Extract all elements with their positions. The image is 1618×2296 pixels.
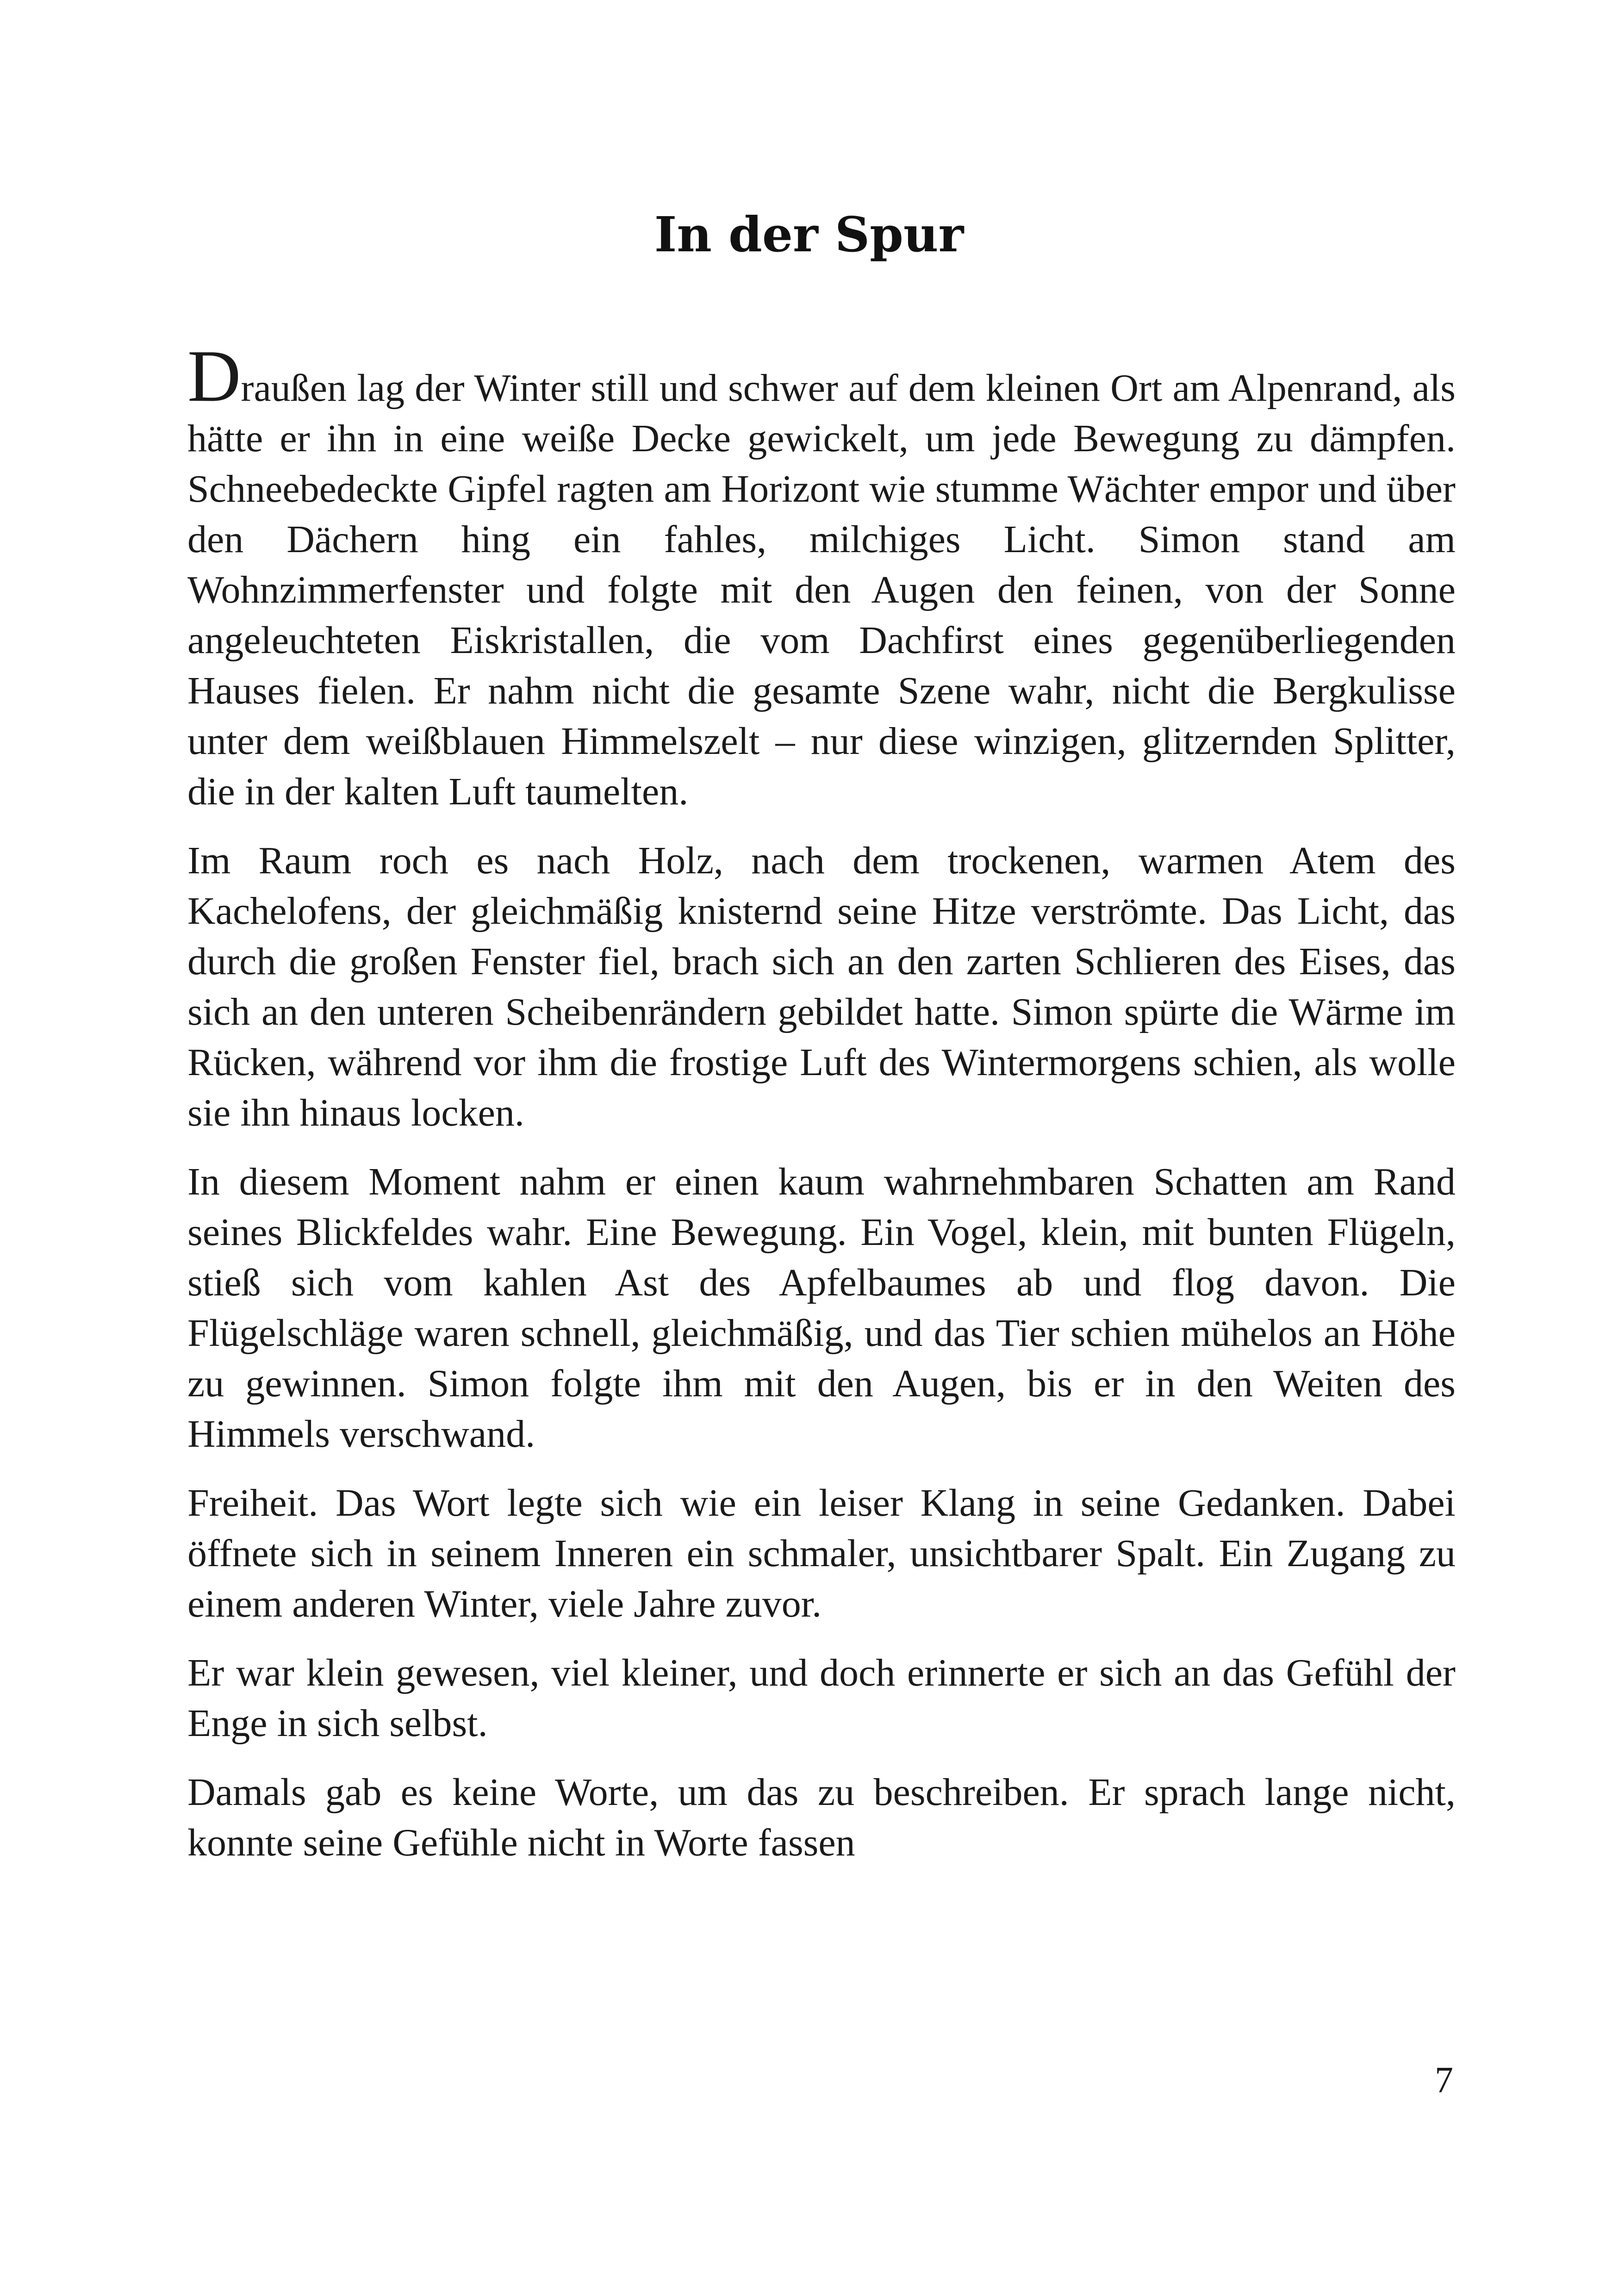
paragraph-text: raußen lag der Winter still und schwer auf dem kleinen Ort am Alpenrand, als hätte er ihn in eine weiße Decke gewickelt, um jede Bewegung zu dämpfen. Schneebedeckte Gipfel ragten am Horizont wie stumme Wächter empor und über den Dächern hing ein fahles, milchiges Licht. Simon stand am Wohnzimmerfenster und folgte mit den Augen den feinen, von der Sonne angeleuchteten Eiskristallen, die vom Dachfirst eines gegenüberliegenden Hauses fielen. Er nahm nicht die gesamte Szene wahr, nicht die Bergkulisse unter dem weißblauen Himmelszelt – nur diese winzigen, glitzernden Splitter, die in der kalten Luft taumelten.: [187, 367, 1456, 813]
paragraph: Er war klein gewesen, viel kleiner, und doch erinnerte er sich an das Gefühl der Enge in sich selbst.: [187, 1651, 1456, 1745]
paragraph: In diesem Moment nahm er einen kaum wahrnehmbaren Schatten am Rand seines Blickfeldes wahr. Eine Bewegung. Ein Vogel, klein, mit bunten Flügeln, stieß sich vom kahlen Ast des Apfelbaumes ab und flog davon. Die Flügelschläge waren schnell, gleichmäßig, und das Tier schien mühelos an Höhe zu gewinnen. Simon folgte ihm mit den Augen, bis er in den Weiten des Himmels verschwand.: [187, 1160, 1456, 1456]
page-number: 7: [1435, 2060, 1453, 2101]
drop-cap: D: [187, 335, 241, 417]
paragraph: Freiheit. Das Wort legte sich wie ein leiser Klang in seine Gedanken. Dabei öffnete sich in seinem Inneren ein schmaler, unsichtbarer Spalt. Ein Zugang zu einem anderen Winter, viele Jahre zuvor.: [187, 1481, 1456, 1625]
chapter-title: In der Spur: [654, 206, 964, 263]
paragraph: Im Raum roch es nach Holz, nach dem trockenen, warmen Atem des Kachelofens, der gleichmäßig knisternd seine Hitze verströmte. Das Licht, das durch die großen Fenster fiel, brach sich an den zarten Schlieren des Eises, das sich an den unteren Scheibenrändern gebildet hatte. Simon spürte die Wärme im Rücken, während vor ihm die frostige Luft des Wintermorgens schien, als wolle sie ihn hinaus locken.: [187, 839, 1456, 1134]
paragraph: [187, 335, 1456, 817]
paragraph: Damals gab es keine Worte, um das zu beschreiben. Er sprach lange nicht, konnte seine Gefühle nicht in Worte fassen: [187, 1771, 1456, 1864]
chapter-body: [187, 335, 1456, 1886]
